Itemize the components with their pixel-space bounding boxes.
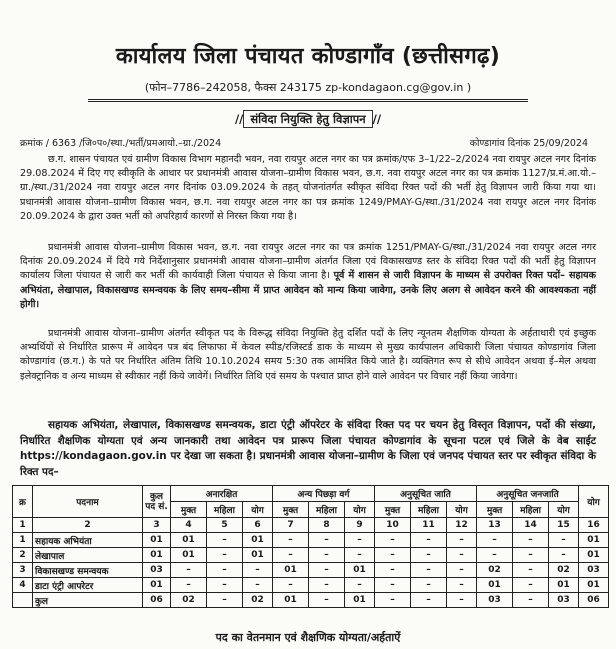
table-cell: – [513,533,549,548]
table-cell: 02 [243,593,273,608]
table-cell: – [309,533,345,548]
subheader-cell: मुक्त [273,502,309,518]
table-cell: – [375,548,411,563]
table-cell: कुल [33,593,143,608]
table-cell: – [411,593,447,608]
table-cell: – [171,578,207,593]
table-cell: 10 [375,518,411,533]
table-cell: – [375,563,411,578]
table-cell: 01 [477,578,513,593]
office-title: कार्यालय जिला पंचायत कोण्डागाँव (छत्तीसगढ़) [115,44,501,69]
table-cell: – [243,578,273,593]
paragraph-1 [20,153,596,224]
subheader-cell: योग [549,502,579,518]
contact-line: (फोन–7786–242058, फैक्स 243175 zp-kondagaon.cg@gov.in ) [144,81,472,94]
subheader-cell: महिला [309,502,345,518]
table-cell: – [375,533,411,548]
table-cell: – [207,578,243,593]
table-cell: 03 [549,593,579,608]
subheader-cell: मुक्त [171,502,207,518]
table-cell: 01 [579,533,609,548]
reference-date: कोण्डागांव दिनांक 25/09/2024 [469,138,588,149]
table-cell: – [549,533,579,548]
table-cell: डाटा एंट्री आपरेटर [33,578,143,593]
header-cell: योग [579,486,609,518]
table-cell: – [375,578,411,593]
table-row [13,548,609,563]
table-cell: 5 [207,518,243,533]
table-cell: 01 [143,533,171,548]
table-cell: – [243,563,273,578]
table-row [13,578,609,593]
table-number-row [13,518,609,533]
table-cell: 03 [143,563,171,578]
paragraph-3-text: प्रधानमंत्री आवास योजना–ग्रामीण अंतर्गत स्वीकृत पद के विरूद्ध संविदा नियुक्ति हेतु दर्शित पदों के लिए न्यूनतम शैक्षणिक योग्यता के अर्हताधारी एवं इच्छुक अभ्यर्थियों से निर्धारित प्रारूप में आवेदन पत्र बंद लिफाफा में केवल स्पीड/रजिस्टर्ड डाक के माध्यम से मुख्य कार्यपालन अधिकारी जिला पंचायत कोण्डागांव जिला कोण्डागांव (छ.ग.) के पते पर निर्धारित अंतिम तिथि 10.10.2024 समय 5:30 तक आमंत्रित किये जाते है। व्यक्तिगत रूप से सीधे आवेदन अथवा ई–मेल अथवा इलेक्ट्रानिक व अन्य माध्यम से स्वीकार नहीं किये जावेगें। निर्धारित तिथि एवं समय के पश्चात प्राप्त होने वाले आवेदन पर विचार नहीं किया जावेगा। [20,328,596,382]
table-cell: 01 [171,533,207,548]
table-cell: 3 [143,518,171,533]
table-cell: लेखापाल [33,548,143,563]
footer-heading: पद का वेतनमान एवं शैक्षणिक योग्यता/अर्हताऐं [215,631,401,644]
table-cell: 01 [273,593,309,608]
table-cell: 11 [411,518,447,533]
table-cell: 4 [13,578,33,593]
table-cell: 01 [243,548,273,563]
table-cell: 01 [345,563,375,578]
table-cell: – [375,593,411,608]
table-cell: 01 [549,578,579,593]
table-cell: – [513,548,549,563]
paragraph-2-bold: पूर्व में शासन से जारी विज्ञापन के माध्यम से उपरोक्त रिक्त पदों– सहायक अभियंता, लेखापाल, विकासखण्ड समन्वयक के लिए समय–सीमा में प्राप्त आवेदन को मान्य किया जावेगा, उनके लिए अलग से आवेदन करने की आवश्यकता नहीं होगी। [20,270,596,310]
table-cell: 06 [579,593,609,608]
table-caption: प्रधानमंत्री आवास योजना–ग्रामीण के जिला एवं जनपद पंचायत स्तर पर स्वीकृत संविदा के रिक्त पद– [20,450,596,478]
table-cell: 01 [345,593,375,608]
header-cell: अनुसूचित जाति [375,486,477,502]
table-cell: – [345,533,375,548]
table-cell: 14 [513,518,549,533]
table-cell: – [411,578,447,593]
table-cell: 06 [143,593,171,608]
table-cell: 4 [171,518,207,533]
table-cell: – [207,563,243,578]
table-cell: – [411,563,447,578]
table-cell: – [171,563,207,578]
table-cell: – [207,593,243,608]
table-cell: 3 [13,563,33,578]
table-cell: – [309,578,345,593]
table-row [13,563,609,578]
table-cell: 01 [579,578,609,593]
table-cell: – [345,548,375,563]
table-cell: 03 [579,563,609,578]
table-cell: – [513,563,549,578]
table-cell: – [309,548,345,563]
table-cell: 01 [171,548,207,563]
table-cell: – [447,548,477,563]
table-cell: 2 [33,518,143,533]
table-cell: – [447,533,477,548]
header-cell: अन्य पिछड़ा वर्ग [273,486,375,502]
table-cell: – [309,593,345,608]
table-cell: 7 [273,518,309,533]
table-cell: – [411,548,447,563]
header-cell: कुल पद सं. [143,486,171,518]
vacancy-table [12,485,609,608]
subheader-cell: योग [345,502,375,518]
table-cell: – [207,548,243,563]
table-cell: – [207,533,243,548]
table-cell: 01 [143,578,171,593]
table-cell: विकासखण्ड समन्वयक [33,563,143,578]
table-cell: 01 [579,548,609,563]
table-cell: 15 [549,518,579,533]
table-cell: – [411,533,447,548]
table-cell: 1 [13,518,33,533]
table-cell: 03 [477,593,513,608]
table-cell: – [477,533,513,548]
header-cell: क्र [13,486,33,518]
table-cell: – [273,548,309,563]
subheader-cell: मुक्त [477,502,513,518]
table-cell: – [513,578,549,593]
table-cell: 16 [579,518,609,533]
table-cell: – [477,548,513,563]
paragraph-2-text: प्रधानमंत्री आवास योजना–ग्रामीण विकास भवन, छ.ग. नवा रायपुर अटल नगर का पत्र क्रमांक 1251/PMAY-G/स्था./31/2024 नवा रायपुर अटल नगर दिनांक 20.09.2024 में दिये गये निर्देशानुसार प्रधानमंत्री आवास योजना–ग्रामीण अंतर्गत जिला एवं विकासखण्ड स्तर के संविदा रिक्त पदों की भर्ती हेतु विज्ञापन कार्यालय जिला पंचायत से जारी कर भर्ती की कार्यवाही जिला पंचायत से किया जाना है। [20,242,596,282]
divider [88,99,528,100]
table-cell: – [549,548,579,563]
table-cell: – [273,578,309,593]
table-cell: 6 [243,518,273,533]
subheader-cell: महिला [513,502,549,518]
table-cell: – [513,593,549,608]
paragraph-1-text: छ.ग. शासन पंचायत एवं ग्रामीण विकास विभाग महानदी भवन, नवा रायपुर अटल नगर का पत्र क्रमांक/एफ 3–1/22–2/2024 नवा रायपुर अटल नगर दिनांक 29.08.2024 में दिए गए स्वीकृति के आधार पर प्रधानमंत्री आवास योजना–ग्रामीण विकास भवन, छ.ग. नवा रायपुर अटल नगर का पत्र क्रमांक 1127/प्र.मं.आ.यो.–ग्रा./स्था./31/2024 नवा रायपुर अटल नगर दिनांक 03.09.2024 के तहत् योजनांतर्गत स्वीकृत संविदा रिक्त पदों की भर्ती हेतु विज्ञापन जारी किया गया था। प्रधानमंत्री आवास योजना–ग्रामीण विकास भवन, छ.ग. नवा रायपुर अटल नगर का पत्र क्रमांक 1249/PMAY-G/स्था./31/2024 नवा रायपुर अटल नगर दिनांक 20.09.2024 के द्वारा उक्त भर्ती को अपरिहार्य कारणों से निरस्त किया गया है। [20,154,596,222]
table-cell: 13 [477,518,513,533]
table-cell: – [345,578,375,593]
table-cell: 12 [447,518,477,533]
reference-number: क्रमांक / 6363 /जि०प०/स्था./भर्ती/प्रमआयो.–ग्रा./2024 [20,138,222,149]
divider [88,101,528,102]
paragraph-4-text: सहायक अभियंता, लेखापाल, विकासखण्ड समन्वयक, डाटा एंट्री ऑपरेटर के संविदा रिक्त पद पर चयन हेतु विस्तृत विज्ञापन, पदों की संख्या, निर्धारित शैक्षणिक योग्यता एवं अन्य जानकारी तथा आवेदन पत्र प्रारूप जिला पंचायत कोण्डागांव के सूचना पटल एवं जिले के वेब साईट https://kondagaon.gov.in पर देखा जा सकता है। [20,419,596,462]
table-cell: 02 [549,563,579,578]
header-cell: अनुसूचित जनजाति [477,486,579,502]
table-cell: 01 [273,563,309,578]
table-cell: 9 [345,518,375,533]
table-cell: 02 [477,563,513,578]
subheader-cell: महिला [411,502,447,518]
table-cell: 01 [243,533,273,548]
subject-box: संविदा नियुक्ति हेतु विज्ञापन [243,110,372,128]
table-cell: 1 [13,533,33,548]
table-cell: – [273,533,309,548]
table-row [13,533,609,548]
table-cell: 01 [143,548,171,563]
table-cell: 02 [171,593,207,608]
table-cell: – [447,593,477,608]
paragraph-2 [20,241,596,312]
header-cell: पदनाम [33,486,143,518]
subheader-cell: योग [243,502,273,518]
table-cell: 8 [309,518,345,533]
paragraph-4 [20,418,596,480]
table-cell: 2 [13,548,33,563]
table-cell: – [447,563,477,578]
table-cell: – [309,563,345,578]
table-cell: – [447,578,477,593]
subheader-cell: मुक्त [375,502,411,518]
table-cell [13,593,33,608]
paragraph-3 [20,327,596,384]
subheader-cell: महिला [207,502,243,518]
subject-heading: // संविदा नियुक्ति हेतु विज्ञापन // [234,112,382,126]
table-cell: सहायक अभियंता [33,533,143,548]
table-total-row [13,593,609,608]
header-cell: अनारक्षित [171,486,273,502]
subheader-cell: योग [447,502,477,518]
table-header-row [13,486,609,502]
